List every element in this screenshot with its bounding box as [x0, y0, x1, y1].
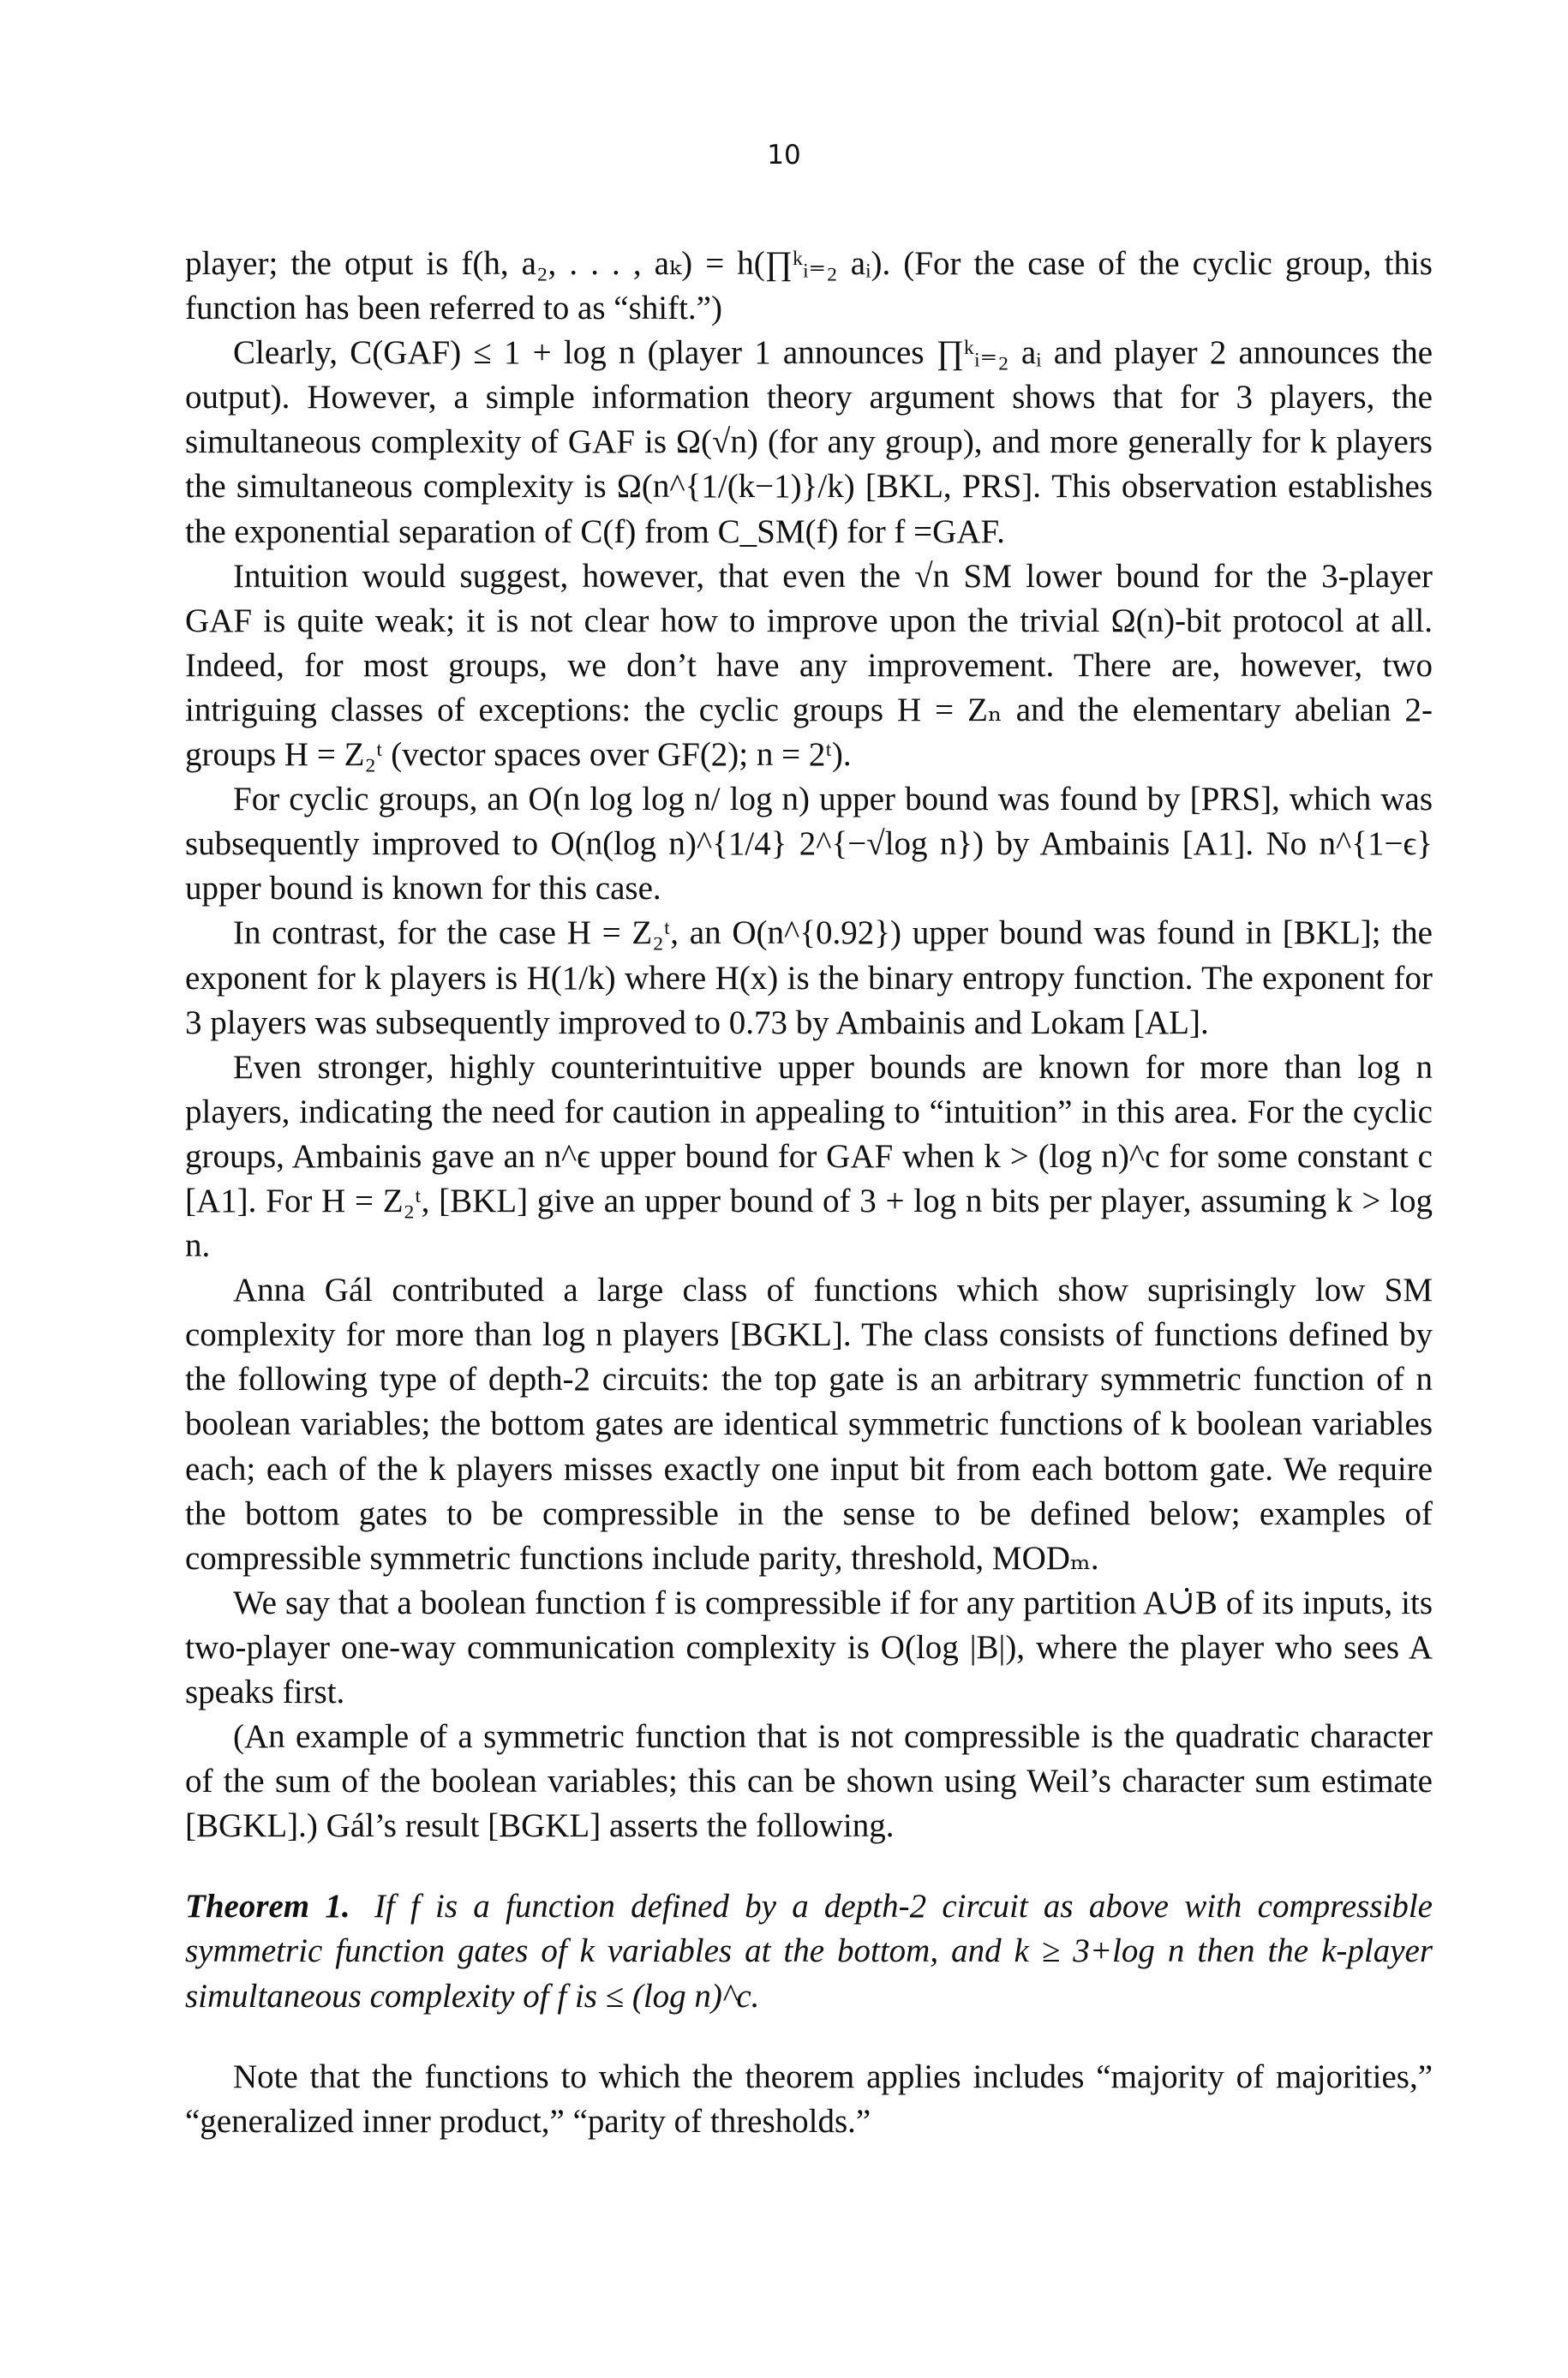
paragraph-cyclic-groups: For cyclic groups, an O(n log log n/ log n) upper bound was found by [PRS], which was subsequently improved to O(n(log n)^{1/4} 2^{−√log n}) by Ambainis [A1]. No n^{1−ϵ} upper bound is known for this case.	[185, 781, 1433, 907]
paragraph-gaf-definition: player; the otput is f(h, a₂, . . . , aₖ) = h(∏ᵏᵢ₌₂ aᵢ). (For the case of the cyclic group, this function has been referred to as “shift.”)	[185, 245, 1433, 327]
paragraph-noncompressible-example: (An example of a symmetric function that is not compressible is the quadratic character of the sum of the boolean variables; this can be shown using Weil’s character sum estimate [BGKL].) Gál’s result [BGKL] asserts the following.	[185, 1718, 1433, 1845]
paragraph-gal-contribution: Anna Gál contributed a large class of functions which show suprisingly low SM complexity for more than log n players [BGKL]. The class consists of functions defined by the following type of depth-2 circuits: the top gate is an arbitrary symmetric function of n boolean variables; the bottom gates are identical symmetric functions of k boolean variables each; each of the k players misses exactly one input bit from each bottom gate. We require the bottom gates to be compressible in the sense to be defined below; examples of compressible symmetric functions include parity, threshold, MODₘ.	[185, 1272, 1433, 1577]
paragraph-theorem-applications: Note that the functions to which the theorem applies includes “majority of majorities,” “generalized inner product,” “parity of thresholds.”	[185, 2058, 1433, 2140]
text-column	[185, 242, 1433, 2144]
page-number: 10	[767, 140, 801, 171]
paragraph-elementary-abelian: In contrast, for the case H = Z₂ᵗ, an O(n^{0.92}) upper bound was found in [BKL]; the exponent for k players is H(1/k) where H(x) is the binary entropy function. The exponent for 3 players was subsequently improved to 0.73 by Ambainis and Lokam [AL].	[185, 914, 1433, 1041]
paragraph-stronger-bounds: Even stronger, highly counterintuitive upper bounds are known for more than log n players, indicating the need for caution in appealing to “intuition” in this area. For the cyclic groups, Ambainis gave an n^ϵ upper bound for GAF when k > (log n)^c for some constant c [A1]. For H = Z₂ᵗ, [BKL] give an upper bound of 3 + log n bits per player, assuming k > log n.	[185, 1048, 1433, 1265]
theorem-statement: If f is a function defined by a depth-2 circuit as above with compressible symmetric function gates of k variables at the bottom, and k ≥ 3+log n then the k-player simultaneous complexity of f is ≤ (log n)^c.	[185, 1888, 1433, 2015]
theorem-label: Theorem 1.	[185, 1888, 350, 1926]
paragraph-intuition: Intuition would suggest, however, that even the √n SM lower bound for the 3-player GAF is quite weak; it is not clear how to improve upon the trivial Ω(n)-bit protocol at all. Indeed, for most groups, we don’t have any improvement. There are, however, two intriguing classes of exceptions: the cyclic groups H = Zₙ and the elementary abelian 2-groups H = Z₂ᵗ (vector spaces over GF(2); n = 2ᵗ).	[185, 557, 1433, 774]
theorem-1	[185, 1884, 1433, 2018]
paragraph-compressible-definition: We say that a boolean function f is compressible if for any partition A∪̇B of its inputs, its two-player one-way communication complexity is O(log |B|), where the player who sees A speaks first.	[185, 1584, 1433, 1710]
paragraph-gaf-complexity: Clearly, C(GAF) ≤ 1 + log n (player 1 announces ∏ᵏᵢ₌₂ aᵢ and player 2 announces the output). However, a simple information theory argument shows that for 3 players, the simultaneous complexity of GAF is Ω(√n) (for any group), and more generally for k players the simultaneous complexity is Ω(n^{1/(k−1)}/k) [BKL, PRS]. This observation establishes the exponential separation of C(f) from C_SM(f) for f =GAF.	[185, 334, 1433, 550]
